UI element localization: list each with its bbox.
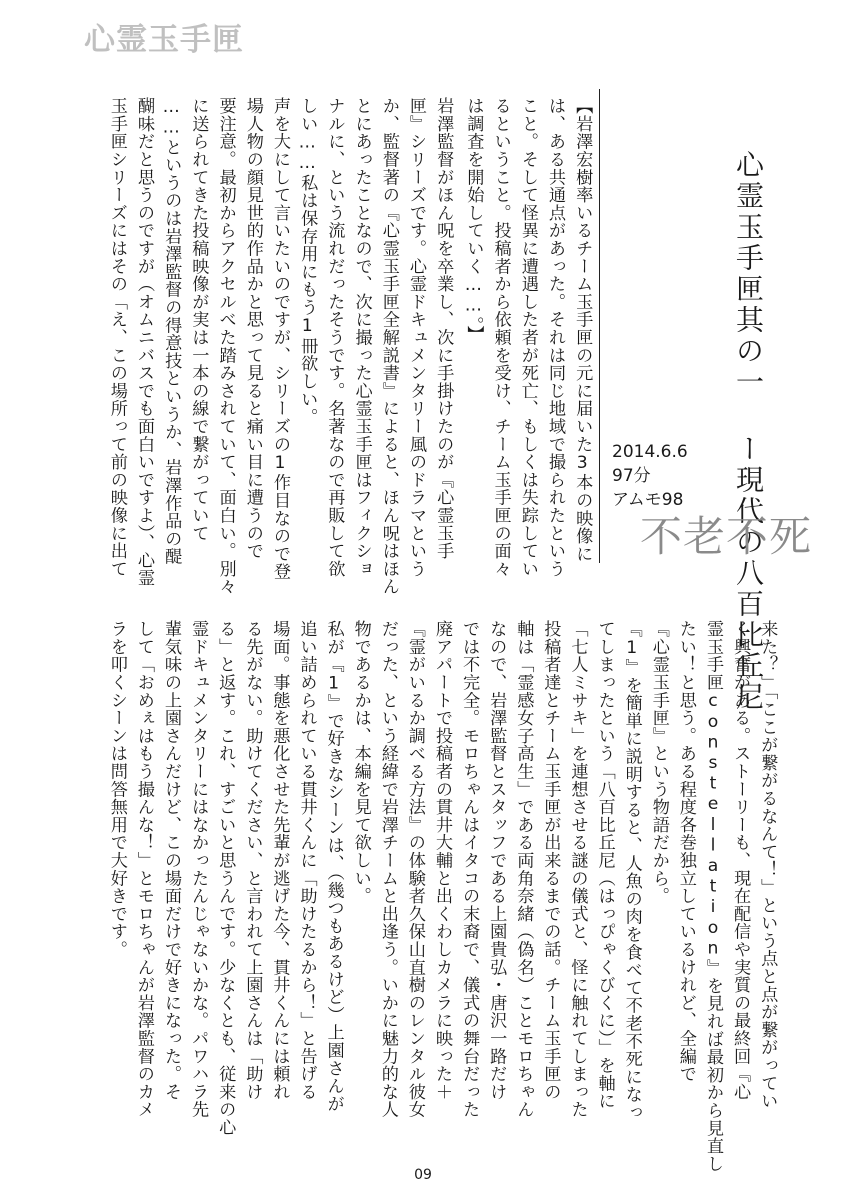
synopsis-line: 【岩澤宏樹率いるチーム玉手匣の元に届いた3本の映像に: [572, 97, 593, 563]
body-line: ナルに、という流れだったそうです。名著なので再販して欲: [324, 97, 345, 578]
subtitle: 不老不死: [640, 512, 813, 561]
body-line: だった、という経緯で岩澤チームと出逢う。いかに魅力的な人: [377, 620, 398, 1119]
body-line: 霊玉手匣constellation』を見れば最初から見直し: [703, 620, 723, 1173]
body-line: なので、岩澤監督とスタッフである上園貴弘・唐沢一路だけ: [486, 620, 507, 1101]
body-line: 軸は「霊感女子高生」である両角奈緒（偽名）ことモロちゃん: [513, 620, 534, 1119]
body-line: る先がない。助けてください、と言われて上園さんは「助け: [242, 620, 263, 1101]
body-line: ラを叩くシーンは問答無用で大好きです。: [106, 620, 127, 959]
body-line: 霊ドキュメンタリーにはなかったんじゃないかな。パワハラ先: [188, 620, 209, 1119]
body-line: して「おめぇはもう撮んな！」とモロちゃんが岩澤監督のカメ: [133, 620, 154, 1119]
body-line: 醐味だと思うのですが（オムニバスでも面白いですよ）、心霊: [134, 97, 154, 587]
body-line: く興奮がある。ストーリーも、現在配信や実質の最終回『心: [730, 620, 751, 1101]
body-line: 『心霊玉手匣』という物語だから。: [648, 620, 669, 905]
synopsis-line: こと。そして怪異に遭遇した者が死亡、もしくは失踪してい: [517, 97, 538, 578]
body-line: 投稿者達とチーム玉手匣が出来るまでの話。チーム玉手匣の: [540, 620, 561, 1101]
body-line: しい……私は保存用にもう1冊欲しい。: [297, 97, 318, 426]
body-line: ……というのは岩澤監督の得意技というか、岩澤作品の醍: [161, 97, 182, 566]
body-line: 要注意。最初からアクセルべた踏みされていて、面白い。別々: [215, 97, 236, 596]
body-line: では不完全。モロちゃんはイタコの末裔で、儀式の舞台だった: [459, 620, 480, 1119]
body-line: る」と返す。これ、すごいと思うんです。少なくとも、従来の心: [215, 620, 236, 1137]
body-line: たい！と思う。ある程度各巻独立しているけれど、全編で: [675, 620, 696, 1083]
body-line: 来た？」「ここが繋がるなんて！」という点と点が繋がってい: [757, 620, 778, 1110]
body-line: 私が『1』で好きなシーンは、（幾つもあるけど）上園さんが: [323, 620, 344, 1113]
body-line: か、監督著の『心霊玉手匣全解説書』によると、ほん呪はほん: [378, 97, 399, 596]
body-line: 物であるかは、本編を見て欲しい。: [350, 620, 371, 905]
divider-rule: [599, 89, 600, 563]
article-title: 心霊玉手匣其の一 ー現代の八百比丘尼: [732, 150, 765, 713]
body-line: 匣』シリーズです。心霊ドキュメンタリー風のドラマという: [406, 97, 426, 578]
body-line: 『1』を簡単に説明すると、人魚の肉を食べて不老不死になっ: [621, 620, 642, 1122]
body-line: 岩澤監督がほん呪を卒業し、次に手掛けたのが『心霊玉手: [433, 97, 454, 560]
synopsis-line: は調査を開始していく……。】: [463, 97, 484, 344]
runtime: 97分: [612, 466, 651, 486]
synopsis-line: は、ある共通点があった。それは同じ地域で撮られたという: [545, 97, 565, 578]
body-line: とにあったことなので、次に撮った心霊玉手匣はフィクショ: [351, 97, 372, 578]
body-line: 玉手匣シリーズにはその「え、この場所って前の映像に出て: [106, 97, 127, 578]
synopsis-line: るということ。投稿者から依頼を受け、チーム玉手匣の面々: [490, 97, 511, 578]
body-line: 『霊がいるか調べる方法』の体験者久保山直樹のレンタル彼女: [404, 620, 425, 1119]
body-line: 「七人ミサキ」を連想させる謎の儀式と、怪に触れてしまった: [567, 620, 588, 1119]
body-line: 場人物の顔見世的作品かと思って見ると痛い目に遭うので: [242, 97, 263, 560]
release-date: 2014.6.6: [612, 442, 688, 462]
author: アムモ98: [612, 490, 684, 510]
body-line: 輩気味の上園さんだけど、この場面だけで好きになった。そ: [161, 620, 181, 1101]
body-line: てしまったという「八百比丘尼（はっぴゃくびくに）」を軸に: [594, 620, 615, 1110]
body-line: 声を大にして言いたいのですが、シリーズの1作目なので登: [270, 97, 290, 581]
film-info: [612, 440, 688, 512]
body-line: 廃アパートで投稿者の貫井大輔と出くわしカメラに映った＋: [432, 620, 452, 1101]
body-line: 追い詰められている貫井くんに「助けたるから！」と告げる: [296, 620, 317, 1101]
page-header-title: 心霊玉手匣: [84, 22, 244, 58]
page-number: 09: [414, 1167, 432, 1183]
body-line: に送られてきた投稿映像が実は一本の線で繋がっていて: [188, 97, 209, 542]
body-line: 場面。事態を悪化させた先輩が逃げた今、貫井くんには頼れ: [269, 620, 290, 1101]
